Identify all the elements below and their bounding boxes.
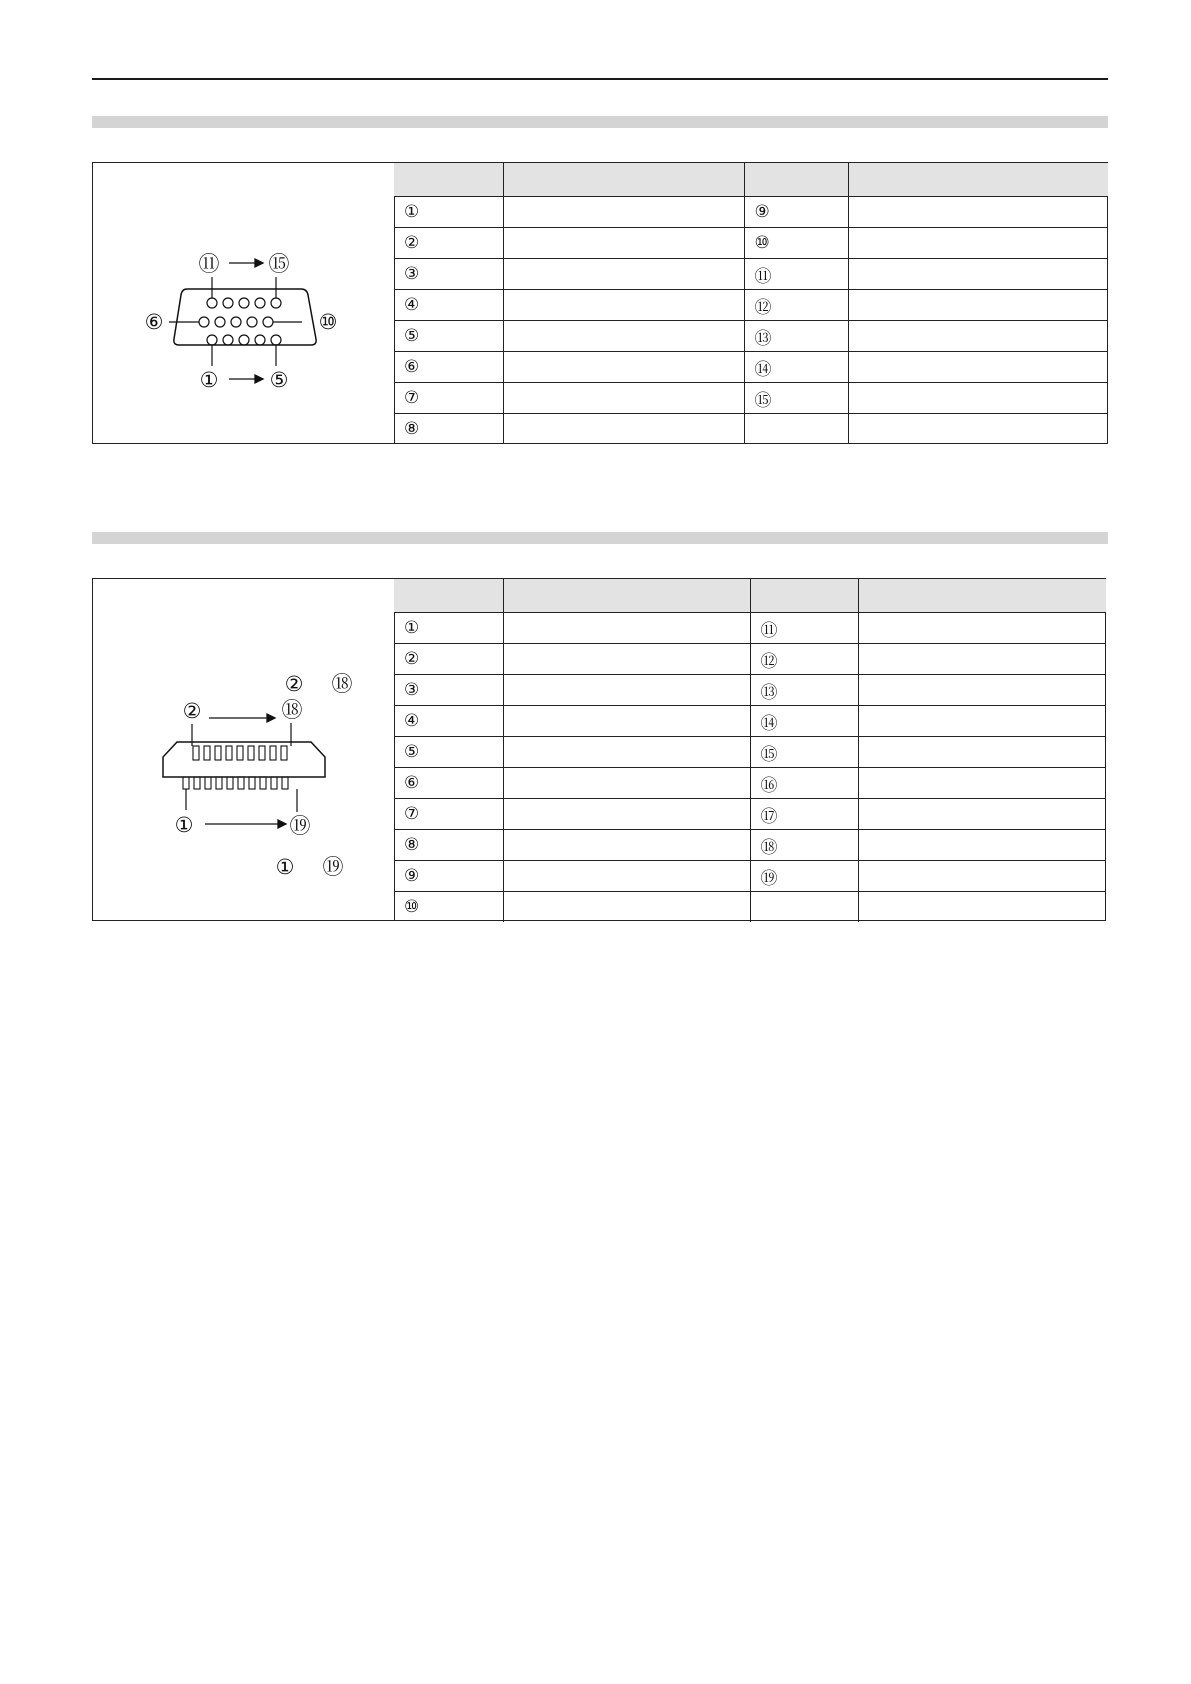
pin-signal: [503, 414, 744, 445]
header-pin-no: [394, 579, 503, 613]
vga-label-pin15: ⑮: [268, 252, 290, 276]
vga-label-pin1: ①: [199, 368, 219, 392]
pin-signal: [503, 675, 750, 706]
vga-direction-arrows: [229, 259, 263, 383]
pin-signal: [503, 706, 750, 737]
table-row: [394, 228, 1108, 259]
hdmi-pin-box: [92, 578, 1106, 921]
header-signal: [503, 579, 750, 613]
pin-number: ④: [394, 706, 503, 737]
pin-number: [744, 414, 848, 445]
header-signal-2: [848, 163, 1108, 197]
hdmi-label-pin18: ⑱: [281, 698, 303, 722]
pin-signal: [858, 892, 1106, 923]
pin-number: ②: [394, 228, 503, 259]
pin-signal: [848, 228, 1108, 259]
pin-number: ⑩: [394, 892, 503, 923]
hdmi-label-pin2: ②: [182, 699, 202, 723]
table-row: [394, 768, 1106, 799]
pin-signal: [848, 352, 1108, 383]
pin-number: ⑩: [744, 228, 848, 259]
table-row: [394, 197, 1108, 228]
pin-number: ⑨: [744, 197, 848, 228]
table-row: [394, 892, 1106, 923]
pin-number: ⑦: [394, 383, 503, 414]
pin-number: ⑧: [394, 830, 503, 861]
hdmi-connector-outline: [163, 742, 325, 777]
pin-number: ⑭: [744, 352, 848, 383]
pin-number: ⑤: [394, 737, 503, 768]
section-bar-vga: [92, 116, 1108, 128]
pin-signal: [503, 613, 750, 644]
pin-signal: [503, 290, 744, 321]
pin-number: ⑦: [394, 799, 503, 830]
hdmi-caption-bottom-pin19: ⑲: [322, 855, 344, 879]
hdmi-direction-arrows: [205, 714, 286, 828]
pin-signal: [503, 799, 750, 830]
pin-signal: [848, 197, 1108, 228]
hdmi-label-pin1: ①: [174, 813, 194, 837]
header-pin-no: [394, 163, 503, 197]
pin-signal: [848, 321, 1108, 352]
table-row: [394, 706, 1106, 737]
table-row: [394, 290, 1108, 321]
table-row: [394, 830, 1106, 861]
pin-signal: [503, 321, 744, 352]
hdmi-table-header: [394, 579, 1106, 613]
pin-signal: [503, 644, 750, 675]
vga-leader-lines: [169, 277, 302, 366]
section-bar-hdmi: [92, 532, 1108, 544]
pin-signal: [848, 383, 1108, 414]
vga-label-pin11: ⑪: [198, 252, 220, 276]
pin-signal: [503, 228, 744, 259]
pin-number: ⑮: [750, 737, 858, 768]
table-row: [394, 259, 1108, 290]
pin-number: ⑫: [750, 644, 858, 675]
pin-signal: [503, 352, 744, 383]
hdmi-bottom-contacts: [183, 777, 288, 789]
vga-pin-holes: [199, 298, 281, 345]
pin-signal: [503, 830, 750, 861]
pin-signal: [848, 259, 1108, 290]
table-row: [394, 352, 1108, 383]
vga-connector-outline: [174, 289, 316, 345]
pin-signal: [858, 706, 1106, 737]
hdmi-caption-bottom-pin1: ①: [275, 855, 295, 879]
table-row: [394, 675, 1106, 706]
vga-pin-box: [92, 162, 1108, 444]
vga-label-pin6: ⑥: [144, 310, 164, 334]
pin-number: ⑰: [750, 799, 858, 830]
table-row: [394, 414, 1108, 445]
pin-number: ⑬: [750, 675, 858, 706]
hdmi-leader-lines: [186, 723, 297, 812]
pin-number: ⑥: [394, 352, 503, 383]
vga-label-pin10: ⑩: [318, 310, 338, 334]
pin-number: ⑫: [744, 290, 848, 321]
table-row: [394, 383, 1108, 414]
pin-signal: [503, 737, 750, 768]
pin-number: ⑲: [750, 861, 858, 892]
pin-number: ①: [404, 202, 420, 222]
pin-signal: [848, 290, 1108, 321]
hdmi-caption-top-pin2: ②: [284, 672, 304, 696]
pin-number: ⑧: [394, 414, 503, 445]
pin-number: ⑪: [744, 259, 848, 290]
top-rule: [92, 78, 1108, 80]
table-row: [394, 613, 1106, 644]
pin-signal: [503, 861, 750, 892]
pin-number: ⑮: [744, 383, 848, 414]
pin-number: ①: [404, 618, 420, 638]
hdmi-pin-table: [394, 579, 1106, 922]
pin-number: ⑥: [394, 768, 503, 799]
pin-signal: [503, 892, 750, 923]
pin-number: ⑭: [750, 706, 858, 737]
table-row: [394, 644, 1106, 675]
hdmi-caption-top-pin18: ⑱: [331, 672, 353, 696]
table-row: [394, 737, 1106, 768]
pin-number: ③: [394, 675, 503, 706]
hdmi-top-contacts: [193, 746, 287, 760]
pin-signal: [858, 644, 1106, 675]
pin-signal: [858, 830, 1106, 861]
header-signal-2: [858, 579, 1106, 613]
vga-diagram: [93, 163, 395, 443]
pin-signal: [858, 737, 1106, 768]
pin-number: ⑱: [750, 830, 858, 861]
pin-signal: [858, 675, 1106, 706]
pin-number: ⑨: [394, 861, 503, 892]
pin-signal: [503, 768, 750, 799]
pin-signal: [858, 799, 1106, 830]
vga-pin-table: [394, 163, 1108, 444]
hdmi-diagram: [93, 579, 395, 920]
pin-number: [750, 892, 858, 923]
pin-number: ⑪: [750, 613, 858, 644]
pin-signal: [503, 197, 744, 228]
pin-signal: [503, 383, 744, 414]
vga-label-pin5: ⑤: [269, 368, 289, 392]
pin-number: ③: [394, 259, 503, 290]
pin-number: ⑤: [394, 321, 503, 352]
header-pin-no-2: [744, 163, 848, 197]
pin-number: ②: [394, 644, 503, 675]
table-row: [394, 321, 1108, 352]
table-row: [394, 861, 1106, 892]
table-row: [394, 799, 1106, 830]
pin-signal: [858, 768, 1106, 799]
pin-signal: [848, 414, 1108, 445]
vga-table-header: [394, 163, 1108, 197]
pin-number: ④: [394, 290, 503, 321]
pin-signal: [503, 259, 744, 290]
hdmi-label-pin19: ⑲: [289, 814, 311, 838]
pin-number: ⑬: [744, 321, 848, 352]
header-signal: [503, 163, 744, 197]
pin-signal: [858, 613, 1106, 644]
pin-signal: [858, 861, 1106, 892]
header-pin-no-2: [750, 579, 858, 613]
pin-number: ⑯: [750, 768, 858, 799]
